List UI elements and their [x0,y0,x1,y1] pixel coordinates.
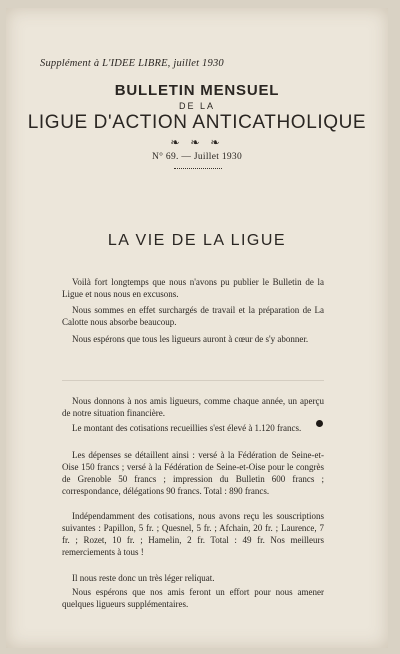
body-paragraph: Nous espérons que nos amis feront un effort pour nous amener quelques ligueurs supplémentaires. [62,587,324,609]
document-page [6,8,388,648]
intro-paragraph: Nous espérons que tous les ligueurs auront à cœur de s'y abonner. [72,334,309,344]
supplement-line: Supplément à L'IDEE LIBRE, juillet 1930 [40,58,224,69]
body-paragraph: Nous donnons à nos amis ligueurs, comme chaque année, un aperçu de notre situation financière. [62,396,324,418]
section-title: LA VIE DE LA LIGUE [107,232,287,249]
bulletin-title: BULLETIN MENSUEL [114,82,280,99]
body-paragraph: Il nous reste donc un très léger reliquat. [72,573,215,583]
league-title: LIGUE D'ACTION ANTICATHOLIQUE [27,112,367,133]
body-paragraph: Indépendamment des cotisations, nous avons reçu les souscriptions suivantes : Papillon, 5 fr. ; Quesnel, 5 fr. ; Afchain, 20 fr. ; Laurence, 7 fr. ; Rozet, 10 fr. ; Hamelin, 2 fr. Total : 49 fr. Nos meilleurs remerciements à tous ! [62,511,324,557]
intro-paragraph: Voilà fort longtemps que nous n'avons pu publier le Bulletin de la Ligue et nous nous en excusons. [62,277,324,299]
ornament-icon: ❧ ❧ ❧ [170,137,224,149]
punch-hole [316,420,323,427]
divider [62,380,324,381]
intro-paragraph: Nous sommes en effet surchargés de travail et la préparation de La Calotte nous absorbe beaucoup. [62,305,324,327]
issue-number: N° 69. — Juillet 1930 [151,152,243,162]
body-paragraph: Le montant des cotisations recueillies s'est élevé à 1.120 francs. [72,423,302,433]
de-la-text: DE LA [178,101,215,111]
divider [174,168,222,169]
body-paragraph: Les dépenses se détaillent ainsi : versé à la Fédération de Seine-et-Oise 150 francs ; versé à la Fédération de Seine-et-Oise pour le congrès de Grenoble 50 francs ; impression du Bulletin 600 francs ; correspondance, délégations 90 francs. Total : 890 francs. [62,450,324,496]
